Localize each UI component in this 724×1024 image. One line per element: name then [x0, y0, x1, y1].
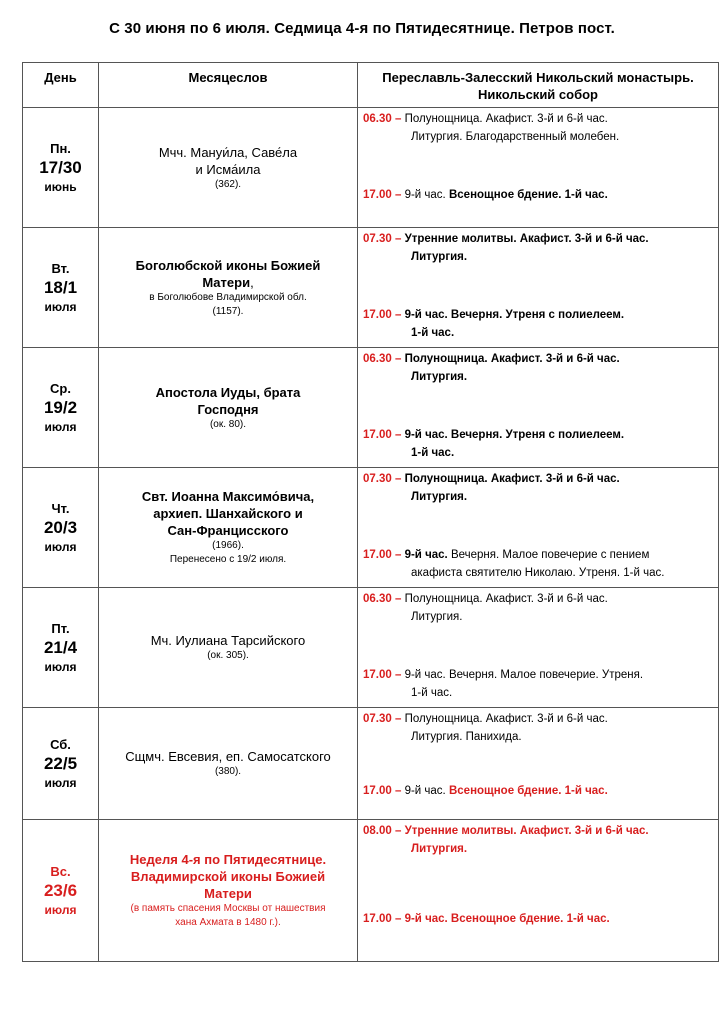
- header-day: День: [23, 63, 99, 108]
- table-row: [23, 228, 719, 348]
- morning-service: 06.30 – Полунощница. Акафист. 3-й и 6-й час. Литургия. Благодарственный молебен.: [363, 113, 620, 143]
- evening-service: 17.00 – 9-й час. Вечерня. Утреня с полиелеем. 1-й час.: [363, 429, 625, 459]
- evening-service: 17.00 – 9-й час. Вечерня. Утреня с полиелеем. 1-й час.: [363, 309, 625, 339]
- evening-service: 17.00 – 9-й час. Вечерня. Малое повечерие. Утреня. 1-й час.: [363, 669, 644, 699]
- menologion-cell: Свт. Иоанна Максимо́вича, архиеп. Шанхайского и Сан-Францисского (1966). Перенесено с 19/2 июля.: [99, 468, 358, 588]
- day-cell: Вс. 23/6 июля: [23, 820, 99, 962]
- morning-service: 07.30 – Полунощница. Акафист. 3-й и 6-й час. Литургия.: [363, 473, 620, 503]
- menologion-cell: Неделя 4-я по Пятидесятнице. Владимирской иконы Божией Матери (в память спасения Москвы от нашествия хана Ахмата в 1480 г.).: [99, 820, 358, 962]
- table-row: [23, 348, 719, 468]
- header-services: [358, 63, 719, 108]
- menologion-cell: Мчч. Мануи́ла, Саве́ла и Исма́ила (362).: [99, 108, 358, 228]
- services-cell: [358, 468, 719, 588]
- day-cell: Чт. 20/3 июля: [23, 468, 99, 588]
- header-services-line2: Никольский собор: [478, 87, 598, 102]
- table-row: [23, 468, 719, 588]
- page-title: С 30 июня по 6 июля. Седмица 4-я по Пятидесятнице. Петров пост.: [109, 20, 615, 37]
- services-cell: [358, 820, 719, 962]
- services-cell: [358, 348, 719, 468]
- header-services-line1: Переславль-Залесский Никольский монастырь.: [382, 70, 694, 85]
- day-cell: Ср. 19/2 июля: [23, 348, 99, 468]
- menologion-cell: Сщмч. Евсевия, еп. Самосатского (380).: [99, 708, 358, 820]
- menologion-cell: Апостола Иуды, брата Господня (ок. 80).: [99, 348, 358, 468]
- header-menologion: Месяцеслов: [99, 63, 358, 108]
- evening-service: 17.00 – 9-й час. Всенощное бдение. 1-й час.: [363, 913, 610, 925]
- services-cell: [358, 228, 719, 348]
- evening-service: 17.00 – 9-й час. Всенощное бдение. 1-й час.: [363, 189, 608, 201]
- morning-service: 08.00 – Утренние молитвы. Акафист. 3-й и 6-й час. Литургия.: [363, 825, 649, 855]
- day-cell: Пн. 17/30 июнь: [23, 108, 99, 228]
- table-row: [23, 820, 719, 962]
- table-header-row: [23, 63, 719, 108]
- menologion-cell: Мч. Иулиана Тарсийского (ок. 305).: [99, 588, 358, 708]
- morning-service: 06.30 – Полунощница. Акафист. 3-й и 6-й час. Литургия.: [363, 353, 620, 383]
- morning-service: 07.30 – Полунощница. Акафист. 3-й и 6-й час. Литургия. Панихида.: [363, 713, 608, 743]
- schedule-table: [22, 62, 719, 962]
- day-cell: Сб. 22/5 июля: [23, 708, 99, 820]
- menologion-cell: Боголюбской иконы Божией Матери, в Боголюбове Владимирской обл. (1157).: [99, 228, 358, 348]
- morning-service: 06.30 – Полунощница. Акафист. 3-й и 6-й час. Литургия.: [363, 593, 608, 623]
- table-row: [23, 108, 719, 228]
- table-row: [23, 708, 719, 820]
- services-cell: [358, 108, 719, 228]
- evening-service: 17.00 – 9-й час. Вечерня. Малое повечерие с пением акафиста святителю Николаю. Утреня. 1-й час.: [363, 549, 665, 579]
- day-cell: Пт. 21/4 июля: [23, 588, 99, 708]
- evening-service: 17.00 – 9-й час. Всенощное бдение. 1-й час.: [363, 785, 608, 797]
- services-cell: [358, 588, 719, 708]
- services-cell: [358, 708, 719, 820]
- morning-service: 07.30 – Утренние молитвы. Акафист. 3-й и 6-й час. Литургия.: [363, 233, 649, 263]
- day-cell: Вт. 18/1 июля: [23, 228, 99, 348]
- table-row: [23, 588, 719, 708]
